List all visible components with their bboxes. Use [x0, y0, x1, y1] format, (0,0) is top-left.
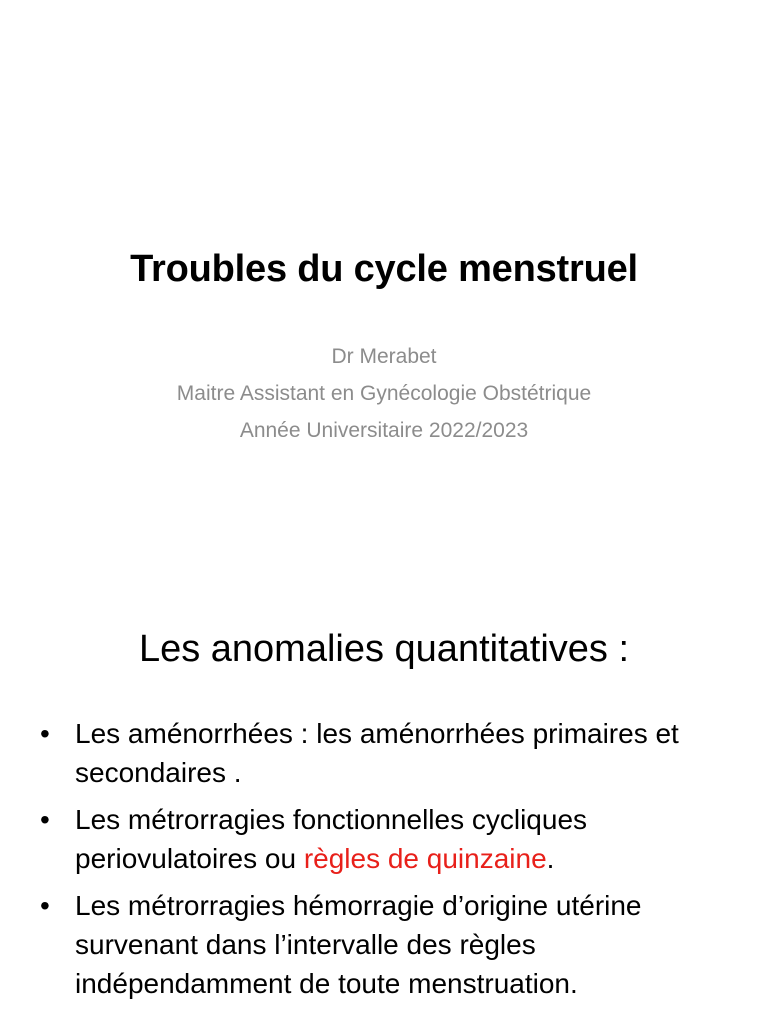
position-line: Maitre Assistant en Gynécologie Obstétrique — [176, 382, 592, 405]
highlighted-text: règles de quinzaine — [303, 843, 547, 874]
slide-title: Troubles du cycle menstruel — [130, 248, 638, 290]
bullet-text-end: . — [546, 843, 555, 874]
section-title: Les anomalies quantitatives : — [138, 628, 630, 670]
bullet-dot-icon: • — [40, 890, 50, 921]
bullet-list — [40, 714, 740, 1011]
subtitle-block — [0, 338, 768, 449]
bullet-text: Les aménorrhées : les aménorrhées primaires et secondaires . — [75, 718, 679, 788]
bullet-text: Les métrorragies fonctionnelles cycliques periovulatoires ou — [75, 804, 588, 874]
bullet-item-metrorrhagia-definition — [40, 886, 740, 1003]
content-slide — [0, 576, 768, 1024]
bullet-dot-icon: • — [40, 718, 50, 749]
bullet-item-amenorrhea — [40, 714, 740, 792]
author-line: Dr Merabet — [331, 345, 437, 368]
bullet-item-functional-metrorrhagia — [40, 800, 740, 878]
academic-year-line: Année Universitaire 2022/2023 — [239, 419, 529, 442]
bullet-text: Les métrorragies hémorragie d’origine utérine survenant dans l’intervalle des règles indépendamment de toute menstruation. — [75, 890, 642, 999]
bullet-dot-icon: • — [40, 804, 50, 835]
